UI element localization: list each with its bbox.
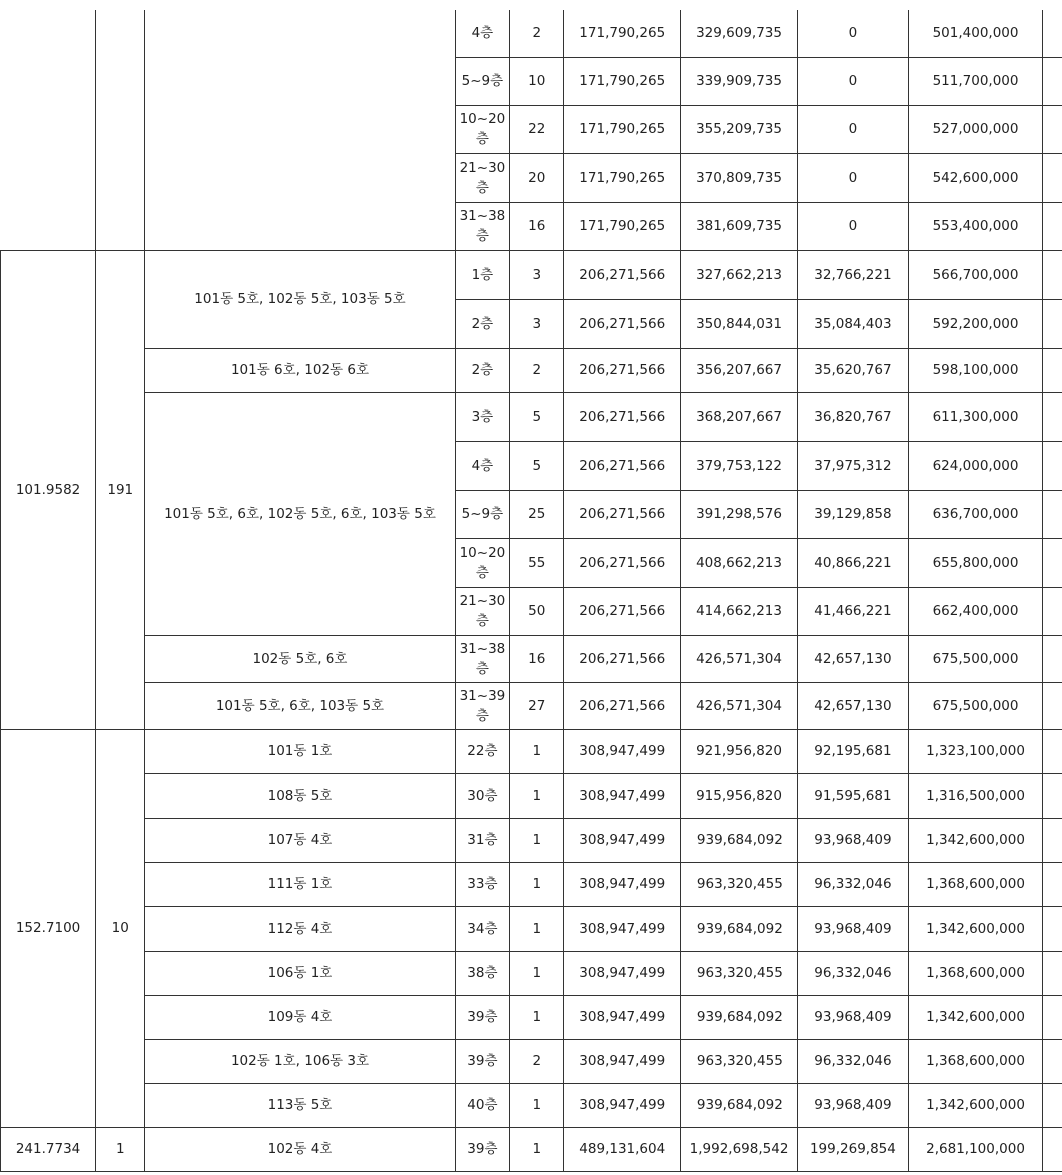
count-cell: 5 (510, 392, 564, 441)
table-row (1, 1083, 1062, 1127)
count-cell: 1 (510, 773, 564, 818)
value1-cell: 206,271,566 (564, 490, 681, 538)
table-row (1, 10, 1062, 57)
table-row (1, 682, 1062, 729)
edge-cell (1043, 153, 1062, 202)
value2-cell: 391,298,576 (681, 490, 798, 538)
value3-cell: 96,332,046 (797, 951, 908, 995)
value2-cell: 414,662,213 (681, 587, 798, 635)
edge-cell (1043, 490, 1062, 538)
value3-cell: 93,968,409 (797, 906, 908, 951)
value1-cell: 308,947,499 (564, 951, 681, 995)
edge-cell (1043, 1127, 1062, 1171)
value2-cell: 963,320,455 (681, 1039, 798, 1083)
total-cell: 1,323,100,000 (909, 729, 1043, 773)
total-cell: 662,400,000 (909, 587, 1043, 635)
count-cell: 20 (510, 153, 564, 202)
total-cell: 1,342,600,000 (909, 906, 1043, 951)
floor-cell: 33층 (455, 862, 510, 906)
value2-cell: 379,753,122 (681, 441, 798, 490)
value2-cell: 408,662,213 (681, 538, 798, 587)
value1-cell: 308,947,499 (564, 862, 681, 906)
value2-cell: 939,684,092 (681, 1083, 798, 1127)
total-cell: 511,700,000 (909, 57, 1043, 105)
value3-cell: 35,084,403 (797, 299, 908, 348)
edge-cell (1043, 348, 1062, 392)
edge-cell (1043, 635, 1062, 682)
value3-cell: 36,820,767 (797, 392, 908, 441)
floor-cell: 38층 (455, 951, 510, 995)
value2-cell: 381,609,735 (681, 202, 798, 250)
value1-cell: 308,947,499 (564, 995, 681, 1039)
count-cell: 1 (510, 729, 564, 773)
value1-cell: 171,790,265 (564, 10, 681, 57)
area-cell: 101.9582 (1, 250, 96, 729)
floor-cell: 31~38층 (455, 635, 510, 682)
floor-cell: 4층 (455, 441, 510, 490)
table-row (1, 348, 1062, 392)
value1-cell: 308,947,499 (564, 818, 681, 862)
count-cell: 55 (510, 538, 564, 587)
value2-cell: 939,684,092 (681, 906, 798, 951)
table-row (1, 818, 1062, 862)
unit-description-cell: 102동 4호 (145, 1127, 455, 1171)
total-cell: 1,342,600,000 (909, 818, 1043, 862)
value2-cell: 370,809,735 (681, 153, 798, 202)
edge-cell (1043, 392, 1062, 441)
unit-description-cell: 108동 5호 (145, 773, 455, 818)
count-cell: 3 (510, 250, 564, 299)
table-row (1, 906, 1062, 951)
count-cell: 1 (510, 862, 564, 906)
total-cell: 611,300,000 (909, 392, 1043, 441)
edge-cell (1043, 587, 1062, 635)
unit-description-cell: 112동 4호 (145, 906, 455, 951)
table-row (1, 392, 1062, 441)
units-cell: 1 (96, 1127, 145, 1171)
value1-cell: 206,271,566 (564, 635, 681, 682)
edge-cell (1043, 951, 1062, 995)
value3-cell: 0 (797, 153, 908, 202)
value3-cell: 0 (797, 105, 908, 153)
value2-cell: 963,320,455 (681, 862, 798, 906)
area-cell (1, 10, 96, 250)
total-cell: 636,700,000 (909, 490, 1043, 538)
floor-cell: 2층 (455, 299, 510, 348)
value1-cell: 308,947,499 (564, 729, 681, 773)
edge-cell (1043, 538, 1062, 587)
value3-cell: 35,620,767 (797, 348, 908, 392)
floor-cell: 21~30층 (455, 153, 510, 202)
edge-cell (1043, 10, 1062, 57)
value1-cell: 489,131,604 (564, 1127, 681, 1171)
table-row (1, 729, 1062, 773)
total-cell: 553,400,000 (909, 202, 1043, 250)
edge-cell (1043, 202, 1062, 250)
unit-description-cell: 101동 5호, 6호, 103동 5호 (145, 682, 455, 729)
floor-cell: 30층 (455, 773, 510, 818)
count-cell: 1 (510, 1127, 564, 1171)
value2-cell: 329,609,735 (681, 10, 798, 57)
value3-cell: 93,968,409 (797, 1083, 908, 1127)
count-cell: 2 (510, 1039, 564, 1083)
units-cell: 10 (96, 729, 145, 1127)
units-cell (96, 10, 145, 250)
value1-cell: 308,947,499 (564, 1083, 681, 1127)
value2-cell: 339,909,735 (681, 57, 798, 105)
floor-cell: 5~9층 (455, 490, 510, 538)
value3-cell: 96,332,046 (797, 862, 908, 906)
count-cell: 1 (510, 951, 564, 995)
value2-cell: 355,209,735 (681, 105, 798, 153)
value1-cell: 206,271,566 (564, 441, 681, 490)
units-cell: 191 (96, 250, 145, 729)
value3-cell: 0 (797, 202, 908, 250)
table-row (1, 1039, 1062, 1083)
value1-cell: 171,790,265 (564, 57, 681, 105)
total-cell: 1,342,600,000 (909, 995, 1043, 1039)
total-cell: 1,368,600,000 (909, 1039, 1043, 1083)
edge-cell (1043, 57, 1062, 105)
floor-cell: 39층 (455, 1039, 510, 1083)
table-row (1, 1127, 1062, 1171)
edge-cell (1043, 995, 1062, 1039)
unit-description-cell: 101동 5호, 6호, 102동 5호, 6호, 103동 5호 (145, 392, 455, 635)
unit-description-cell: 106동 1호 (145, 951, 455, 995)
value1-cell: 171,790,265 (564, 202, 681, 250)
value2-cell: 939,684,092 (681, 995, 798, 1039)
floor-cell: 34층 (455, 906, 510, 951)
value2-cell: 1,992,698,542 (681, 1127, 798, 1171)
table-row (1, 773, 1062, 818)
floor-cell: 39층 (455, 1127, 510, 1171)
table-row (1, 951, 1062, 995)
value3-cell: 0 (797, 57, 908, 105)
edge-cell (1043, 1083, 1062, 1127)
value1-cell: 206,271,566 (564, 682, 681, 729)
table-row (1, 250, 1062, 299)
floor-cell: 1층 (455, 250, 510, 299)
table-row (1, 995, 1062, 1039)
value1-cell: 206,271,566 (564, 250, 681, 299)
value1-cell: 206,271,566 (564, 392, 681, 441)
total-cell: 1,368,600,000 (909, 862, 1043, 906)
floor-cell: 40층 (455, 1083, 510, 1127)
unit-description-cell: 109동 4호 (145, 995, 455, 1039)
area-cell: 241.7734 (1, 1127, 96, 1171)
unit-description-cell: 102동 1호, 106동 3호 (145, 1039, 455, 1083)
count-cell: 27 (510, 682, 564, 729)
value3-cell: 199,269,854 (797, 1127, 908, 1171)
value1-cell: 171,790,265 (564, 105, 681, 153)
value2-cell: 921,956,820 (681, 729, 798, 773)
value3-cell: 93,968,409 (797, 995, 908, 1039)
value2-cell: 350,844,031 (681, 299, 798, 348)
edge-cell (1043, 862, 1062, 906)
floor-cell: 2층 (455, 348, 510, 392)
edge-cell (1043, 250, 1062, 299)
floor-cell: 10~20층 (455, 538, 510, 587)
floor-cell: 3층 (455, 392, 510, 441)
count-cell: 2 (510, 10, 564, 57)
total-cell: 2,681,100,000 (909, 1127, 1043, 1171)
value3-cell: 92,195,681 (797, 729, 908, 773)
total-cell: 675,500,000 (909, 682, 1043, 729)
value1-cell: 308,947,499 (564, 906, 681, 951)
value3-cell: 39,129,858 (797, 490, 908, 538)
floor-cell: 31~39층 (455, 682, 510, 729)
edge-cell (1043, 906, 1062, 951)
unit-description-cell: 107동 4호 (145, 818, 455, 862)
value3-cell: 91,595,681 (797, 773, 908, 818)
value1-cell: 206,271,566 (564, 538, 681, 587)
total-cell: 1,316,500,000 (909, 773, 1043, 818)
count-cell: 1 (510, 1083, 564, 1127)
total-cell: 624,000,000 (909, 441, 1043, 490)
count-cell: 16 (510, 202, 564, 250)
floor-cell: 31~38층 (455, 202, 510, 250)
edge-cell (1043, 773, 1062, 818)
value3-cell: 32,766,221 (797, 250, 908, 299)
edge-cell (1043, 299, 1062, 348)
count-cell: 25 (510, 490, 564, 538)
value1-cell: 308,947,499 (564, 1039, 681, 1083)
total-cell: 542,600,000 (909, 153, 1043, 202)
count-cell: 50 (510, 587, 564, 635)
edge-cell (1043, 729, 1062, 773)
value3-cell: 40,866,221 (797, 538, 908, 587)
count-cell: 3 (510, 299, 564, 348)
total-cell: 592,200,000 (909, 299, 1043, 348)
count-cell: 2 (510, 348, 564, 392)
total-cell: 501,400,000 (909, 10, 1043, 57)
count-cell: 22 (510, 105, 564, 153)
edge-cell (1043, 105, 1062, 153)
value3-cell: 0 (797, 10, 908, 57)
edge-cell (1043, 682, 1062, 729)
value1-cell: 206,271,566 (564, 587, 681, 635)
value1-cell: 171,790,265 (564, 153, 681, 202)
unit-description-cell: 113동 5호 (145, 1083, 455, 1127)
floor-cell: 22층 (455, 729, 510, 773)
value3-cell: 42,657,130 (797, 682, 908, 729)
value3-cell: 93,968,409 (797, 818, 908, 862)
value2-cell: 327,662,213 (681, 250, 798, 299)
price-table (0, 10, 1062, 1172)
floor-cell: 39층 (455, 995, 510, 1039)
value2-cell: 426,571,304 (681, 635, 798, 682)
total-cell: 598,100,000 (909, 348, 1043, 392)
value2-cell: 368,207,667 (681, 392, 798, 441)
edge-cell (1043, 441, 1062, 490)
value2-cell: 963,320,455 (681, 951, 798, 995)
table-row (1, 635, 1062, 682)
count-cell: 1 (510, 818, 564, 862)
total-cell: 566,700,000 (909, 250, 1043, 299)
edge-cell (1043, 1039, 1062, 1083)
count-cell: 16 (510, 635, 564, 682)
value1-cell: 206,271,566 (564, 299, 681, 348)
value2-cell: 426,571,304 (681, 682, 798, 729)
value3-cell: 37,975,312 (797, 441, 908, 490)
total-cell: 1,342,600,000 (909, 1083, 1043, 1127)
total-cell: 655,800,000 (909, 538, 1043, 587)
value1-cell: 206,271,566 (564, 348, 681, 392)
floor-cell: 10~20층 (455, 105, 510, 153)
count-cell: 1 (510, 906, 564, 951)
total-cell: 1,368,600,000 (909, 951, 1043, 995)
unit-description-cell: 111동 1호 (145, 862, 455, 906)
unit-description-cell: 101동 1호 (145, 729, 455, 773)
count-cell: 1 (510, 995, 564, 1039)
floor-cell: 4층 (455, 10, 510, 57)
unit-description-cell: 102동 5호, 6호 (145, 635, 455, 682)
table-row (1, 862, 1062, 906)
count-cell: 10 (510, 57, 564, 105)
unit-description-cell: 101동 6호, 102동 6호 (145, 348, 455, 392)
value2-cell: 939,684,092 (681, 818, 798, 862)
area-cell: 152.7100 (1, 729, 96, 1127)
floor-cell: 5~9층 (455, 57, 510, 105)
total-cell: 675,500,000 (909, 635, 1043, 682)
value3-cell: 96,332,046 (797, 1039, 908, 1083)
value3-cell: 41,466,221 (797, 587, 908, 635)
value3-cell: 42,657,130 (797, 635, 908, 682)
floor-cell: 31층 (455, 818, 510, 862)
count-cell: 5 (510, 441, 564, 490)
total-cell: 527,000,000 (909, 105, 1043, 153)
value1-cell: 308,947,499 (564, 773, 681, 818)
floor-cell: 21~30층 (455, 587, 510, 635)
unit-description-cell: 101동 5호, 102동 5호, 103동 5호 (145, 250, 455, 348)
value2-cell: 356,207,667 (681, 348, 798, 392)
edge-cell (1043, 818, 1062, 862)
unit-description-cell (145, 10, 455, 250)
value2-cell: 915,956,820 (681, 773, 798, 818)
